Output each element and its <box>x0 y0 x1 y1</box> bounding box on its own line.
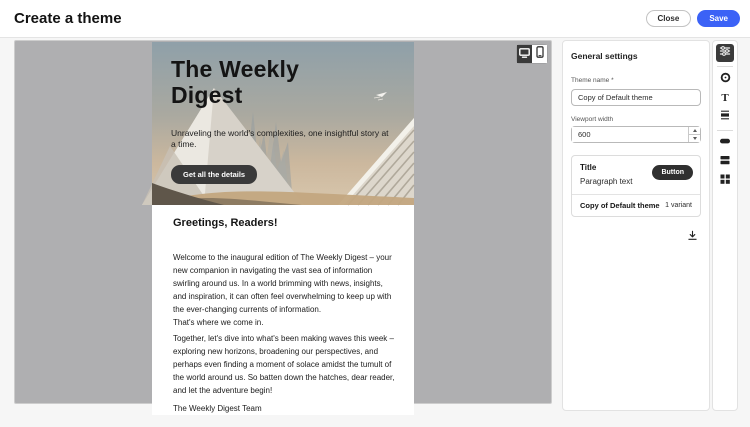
tab-theme-settings[interactable] <box>716 44 734 62</box>
viewport-width-stepper <box>571 126 701 143</box>
viewport-width-field-group <box>571 116 701 143</box>
tab-buttons[interactable] <box>716 134 734 152</box>
viewport-width-label: Viewport width <box>571 116 614 123</box>
chevron-down-icon <box>693 137 697 140</box>
theme-settings-icon <box>719 44 731 62</box>
download-row <box>571 230 701 244</box>
mobile-view-button[interactable] <box>532 45 547 63</box>
theme-styles-card[interactable] <box>571 155 701 217</box>
desktop-icon <box>519 45 530 63</box>
theme-variant-row[interactable] <box>572 195 700 216</box>
mobile-icon <box>536 45 544 63</box>
page-title: Create a theme <box>14 10 122 27</box>
email-paragraph-2: Together, let's dive into what's been making waves this week – exploring new horizons, broadening our perspectives, and perhaps even finding a moment of solace amidst the tumult of the world around us. So batten down the hatches, dear reader, and let the adventure begin! <box>173 334 395 395</box>
header <box>0 0 750 38</box>
viewport-width-input[interactable] <box>572 127 688 142</box>
download-theme-button[interactable] <box>685 230 699 244</box>
theme-variant-count: 1 variant <box>665 202 692 209</box>
chevron-up-icon <box>693 129 697 132</box>
text-styles-icon <box>719 108 731 126</box>
typography-icon: T <box>721 92 729 104</box>
email-greeting: Greetings, Readers! <box>173 217 278 229</box>
theme-name-label: Theme name * <box>571 77 614 84</box>
stepper-controls <box>688 127 700 142</box>
theme-name-field-group <box>571 77 701 106</box>
editor-toolbar <box>712 40 738 411</box>
blocks-grid-icon <box>719 172 731 190</box>
structures-icon <box>719 153 731 171</box>
theme-name-input[interactable] <box>571 89 701 106</box>
color-wheel-icon <box>720 70 731 88</box>
styles-title-sample: Title <box>580 163 597 172</box>
save-button[interactable]: Save <box>697 10 740 27</box>
styles-button-sample[interactable]: Button <box>652 165 693 180</box>
stepper-down-button[interactable] <box>689 134 700 142</box>
header-actions <box>646 10 740 27</box>
email-hero-section[interactable] <box>152 42 414 205</box>
email-signoff: The Weekly Digest Team <box>173 404 262 413</box>
email-body-section[interactable] <box>152 205 414 415</box>
tab-content-blocks[interactable] <box>716 172 734 190</box>
theme-styles-preview <box>572 156 700 194</box>
download-icon <box>687 228 698 246</box>
email-document[interactable] <box>152 42 414 415</box>
desktop-view-button[interactable] <box>517 45 532 63</box>
device-toggle <box>517 45 547 63</box>
stepper-up-button[interactable] <box>689 127 700 134</box>
settings-panel-title: General settings <box>571 51 638 61</box>
divider <box>717 130 733 131</box>
tab-typography[interactable] <box>716 89 734 107</box>
close-button[interactable]: Close <box>646 10 692 27</box>
tab-colors[interactable] <box>716 70 734 88</box>
hero-subtitle: Unraveling the world's complexities, one insightful story at a time. <box>171 128 389 149</box>
divider <box>717 66 733 67</box>
hero-title: The Weekly Digest <box>171 56 300 108</box>
tab-structures[interactable] <box>716 153 734 171</box>
tab-text-styles[interactable] <box>716 108 734 126</box>
email-paragraph-1: Welcome to the inaugural edition of The Weekly Digest – your new companion in navigating the vast sea of information swirling around us. In a world brimming with news, insights, and inspiration, it can often feel overwhelming to keep up with the ever-changing currents of information. <box>173 253 392 314</box>
email-paragraph-1b: That's where we come in. <box>173 318 264 327</box>
hero-cta-button[interactable]: Get all the details <box>171 165 257 184</box>
styles-paragraph-sample: Paragraph text <box>580 177 633 186</box>
button-pill-icon <box>719 134 731 152</box>
general-settings-panel <box>562 40 710 411</box>
email-preview-panel <box>14 40 552 413</box>
theme-variant-name: Copy of Default theme <box>580 201 660 210</box>
